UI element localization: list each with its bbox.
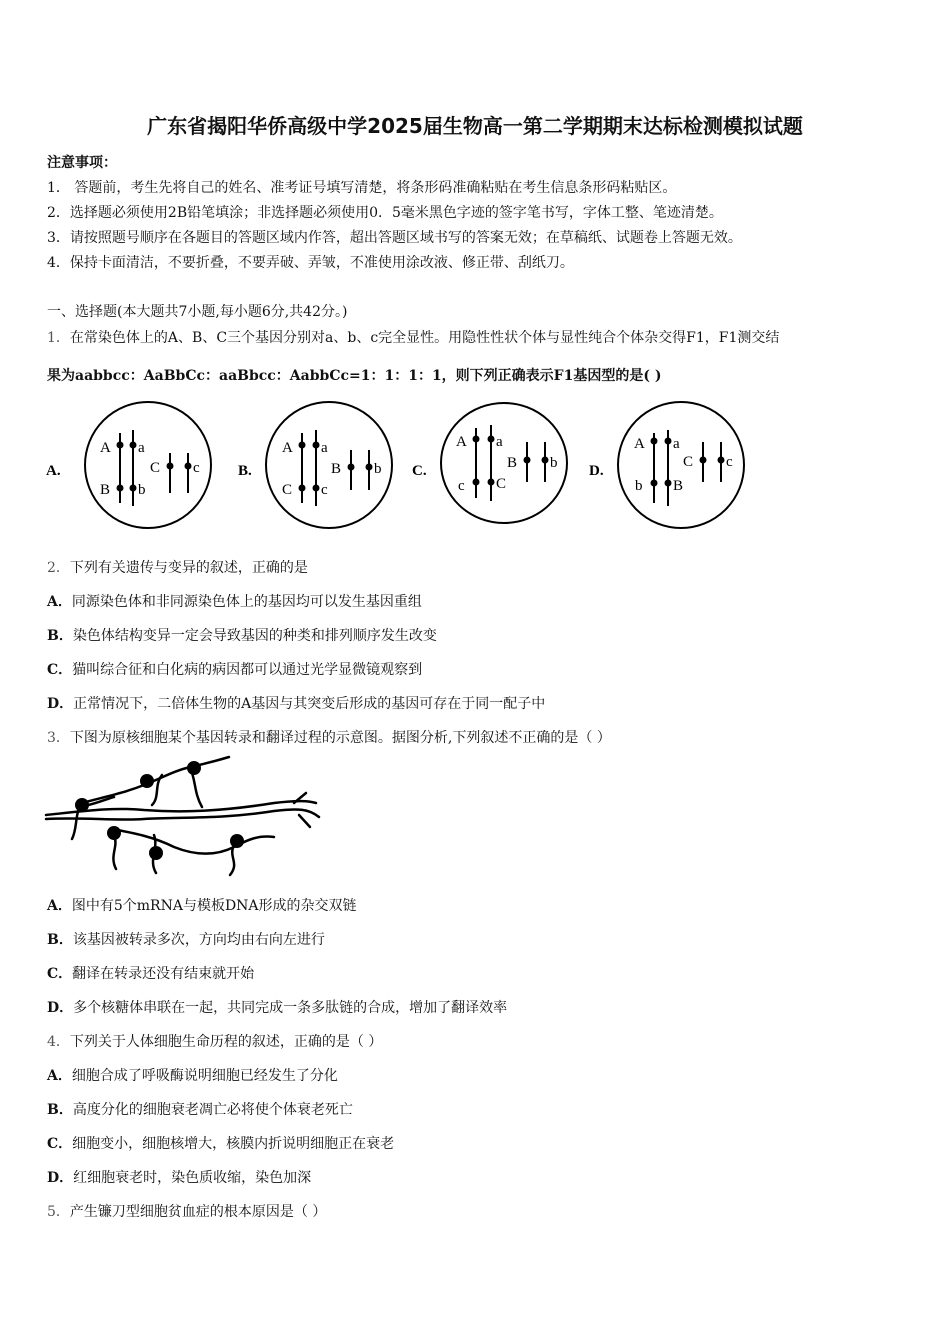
question-1-stem-cont: 果为aabbcc：AaBbCc：aaBbcc：AabbCc=1：1：1：1，则下列正确表示F1基因型的是( ) — [47, 368, 662, 384]
gene-locus — [700, 457, 707, 464]
option-label: A． — [47, 898, 72, 914]
gene-label: a — [496, 434, 503, 450]
option-label: B． — [47, 628, 73, 644]
question-text: 下列有关遗传与变异的叙述，正确的是 — [69, 560, 308, 576]
option-label: D． — [47, 696, 74, 712]
question-4-stem — [47, 1031, 382, 1051]
option-label: D． — [47, 1170, 74, 1186]
option-label: B． — [47, 932, 73, 948]
gene-label: C — [683, 454, 694, 470]
gene-label: c — [458, 478, 465, 494]
option-line — [47, 1133, 394, 1153]
gene-label: B — [507, 455, 518, 471]
gene-locus — [167, 463, 174, 470]
gene-label: B — [673, 478, 684, 494]
gene-locus — [299, 442, 306, 449]
option-label: C. — [412, 463, 427, 479]
gene-locus — [313, 442, 320, 449]
option-text: 红细胞衰老时，染色质收缩，染色加深 — [73, 1170, 312, 1186]
ribosome — [107, 826, 121, 840]
question-3-stem — [47, 727, 611, 747]
q1-options-figure — [40, 398, 760, 533]
gene-label: C — [496, 476, 507, 492]
option-line — [47, 625, 437, 645]
gene-locus — [366, 464, 373, 471]
gene-label: a — [138, 440, 145, 456]
gene-locus — [718, 457, 725, 464]
ribosome — [187, 761, 201, 775]
option-text: 图中有5个mRNA与模板DNA形成的杂交双链 — [71, 898, 357, 914]
option-text: 猫叫综合征和白化病的病因都可以通过光学显微镜观察到 — [72, 662, 423, 678]
gene-locus — [473, 479, 480, 486]
option-text: 翻译在转录还没有结束就开始 — [72, 966, 255, 982]
gene-locus — [299, 485, 306, 492]
option-line — [47, 591, 422, 611]
ribosome — [140, 774, 154, 788]
gene-locus — [117, 485, 124, 492]
question-text: 产生镰刀型细胞贫血症的根本原因是（ ） — [69, 1204, 327, 1220]
option-text: 多个核糖体串联在一起，共同完成一条多肽链的合成，增加了翻译效率 — [73, 1000, 508, 1016]
transcription-translation-figure — [44, 755, 324, 880]
gene-label: c — [321, 482, 328, 498]
question-1-stem — [47, 327, 779, 347]
question-text: 下图为原核细胞某个基因转录和翻译过程的示意图。据图分析,下列叙述不正确的是（ ） — [69, 730, 611, 746]
page-title: 广东省揭阳华侨高级中学2025届生物高一第二学期期末达标检测模拟试题 — [147, 114, 803, 138]
gene-label: A — [634, 436, 645, 452]
ribosome — [230, 834, 244, 848]
gene-label: B — [100, 482, 111, 498]
option-line — [47, 659, 422, 679]
gene-label: A — [456, 434, 467, 450]
section-heading: 一、选择题(本大题共7小题,每小题6分,共42分。) — [47, 304, 348, 320]
gene-locus — [117, 442, 124, 449]
gene-label: C — [150, 460, 161, 476]
option-text: 细胞合成了呼吸酶说明细胞已经发生了分化 — [71, 1068, 338, 1084]
gene-locus — [185, 463, 192, 470]
option-label: C． — [47, 662, 73, 678]
option-text: 染色体结构变异一定会导致基因的种类和排列顺序发生改变 — [72, 628, 437, 644]
option-line — [47, 895, 357, 915]
gene-locus — [651, 480, 658, 487]
question-number: 1． — [47, 330, 70, 346]
gene-locus — [130, 442, 137, 449]
gene-label: a — [673, 436, 680, 452]
cell-circle — [441, 403, 567, 523]
ribosome — [149, 846, 163, 860]
gene-locus — [665, 438, 672, 445]
option-label: C． — [47, 1136, 73, 1152]
option-label: B. — [238, 463, 252, 479]
gene-locus — [473, 436, 480, 443]
question-2-stem — [47, 557, 308, 577]
option-label: A． — [47, 594, 72, 610]
gene-locus — [665, 480, 672, 487]
notice-heading: 注意事项： — [47, 155, 117, 171]
option-c-diagram — [441, 403, 567, 523]
option-line — [47, 963, 254, 983]
gene-label: C — [282, 482, 293, 498]
option-label: C． — [47, 966, 73, 982]
gene-label: c — [193, 460, 200, 476]
gene-label: A — [282, 440, 293, 456]
gene-locus — [524, 457, 531, 464]
gene-label: a — [321, 440, 328, 456]
option-text: 正常情况下，二倍体生物的A基因与其突变后形成的基因可存在于同一配子中 — [73, 696, 546, 712]
gene-locus — [542, 457, 549, 464]
option-b-diagram — [266, 402, 392, 528]
question-number: 2． — [47, 560, 70, 576]
question-5-stem — [47, 1201, 326, 1221]
option-text: 同源染色体和非同源染色体上的基因均可以发生基因重组 — [71, 594, 422, 610]
option-text: 高度分化的细胞衰老凋亡必将使个体衰老死亡 — [72, 1102, 353, 1118]
polypeptide-chain — [113, 835, 116, 869]
question-number: 4． — [47, 1034, 70, 1050]
ribosome — [75, 798, 89, 812]
gene-locus — [651, 438, 658, 445]
option-line — [47, 1167, 311, 1187]
question-text: 在常染色体上的A、B、C三个基因分别对a、b、c完全显性。用隐性性状个体与显性纯合个体杂交得F1，F1测交结 — [69, 330, 780, 346]
question-text: 下列关于人体细胞生命历程的叙述，正确的是（ ） — [69, 1034, 383, 1050]
gene-label: b — [374, 461, 382, 477]
option-a-diagram — [85, 402, 211, 528]
notice-item: 2．选择题必须使用2B铅笔填涂；非选择题必须使用0．5毫米黑色字迹的签字笔书写，字体工整、笔迹清楚。 — [47, 205, 723, 221]
gene-label: b — [635, 478, 643, 494]
gene-locus — [488, 479, 495, 486]
question-number: 3． — [47, 730, 70, 746]
gene-locus — [348, 464, 355, 471]
gene-locus — [130, 485, 137, 492]
option-line — [47, 1065, 338, 1085]
option-text: 细胞变小，细胞核增大，核膜内折说明细胞正在衰老 — [72, 1136, 395, 1152]
question-number: 5． — [47, 1204, 70, 1220]
notice-item: 1． 答题前，考生先将自己的姓名、准考证号填写清楚，将条形码准确粘贴在考生信息条形码粘贴区。 — [47, 180, 677, 196]
gene-label: A — [100, 440, 111, 456]
option-line — [47, 997, 507, 1017]
gene-locus — [313, 485, 320, 492]
option-line — [47, 1099, 353, 1119]
option-label: D. — [589, 463, 604, 479]
dna-strand-end — [299, 815, 310, 827]
option-line — [47, 929, 325, 949]
gene-label: B — [331, 461, 342, 477]
option-text: 该基因被转录多次，方向均由右向左进行 — [72, 932, 325, 948]
option-label: A． — [47, 1068, 72, 1084]
option-line — [47, 693, 545, 713]
notice-item: 3．请按照题号顺序在各题目的答题区域内作答，超出答题区域书写的答案无效；在草稿纸、试题卷上答题无效。 — [47, 230, 742, 246]
option-label: D． — [47, 1000, 74, 1016]
gene-label: b — [138, 482, 146, 498]
option-label: B． — [47, 1102, 73, 1118]
option-label: A. — [46, 463, 61, 479]
gene-locus — [488, 436, 495, 443]
gene-label: c — [726, 454, 733, 470]
option-d-diagram — [618, 402, 744, 528]
notice-item: 4．保持卡面清洁，不要折叠，不要弄破、弄皱，不准使用涂改液、修正带、刮纸刀。 — [47, 255, 574, 271]
gene-label: b — [550, 455, 558, 471]
mrna-strand — [112, 829, 274, 854]
